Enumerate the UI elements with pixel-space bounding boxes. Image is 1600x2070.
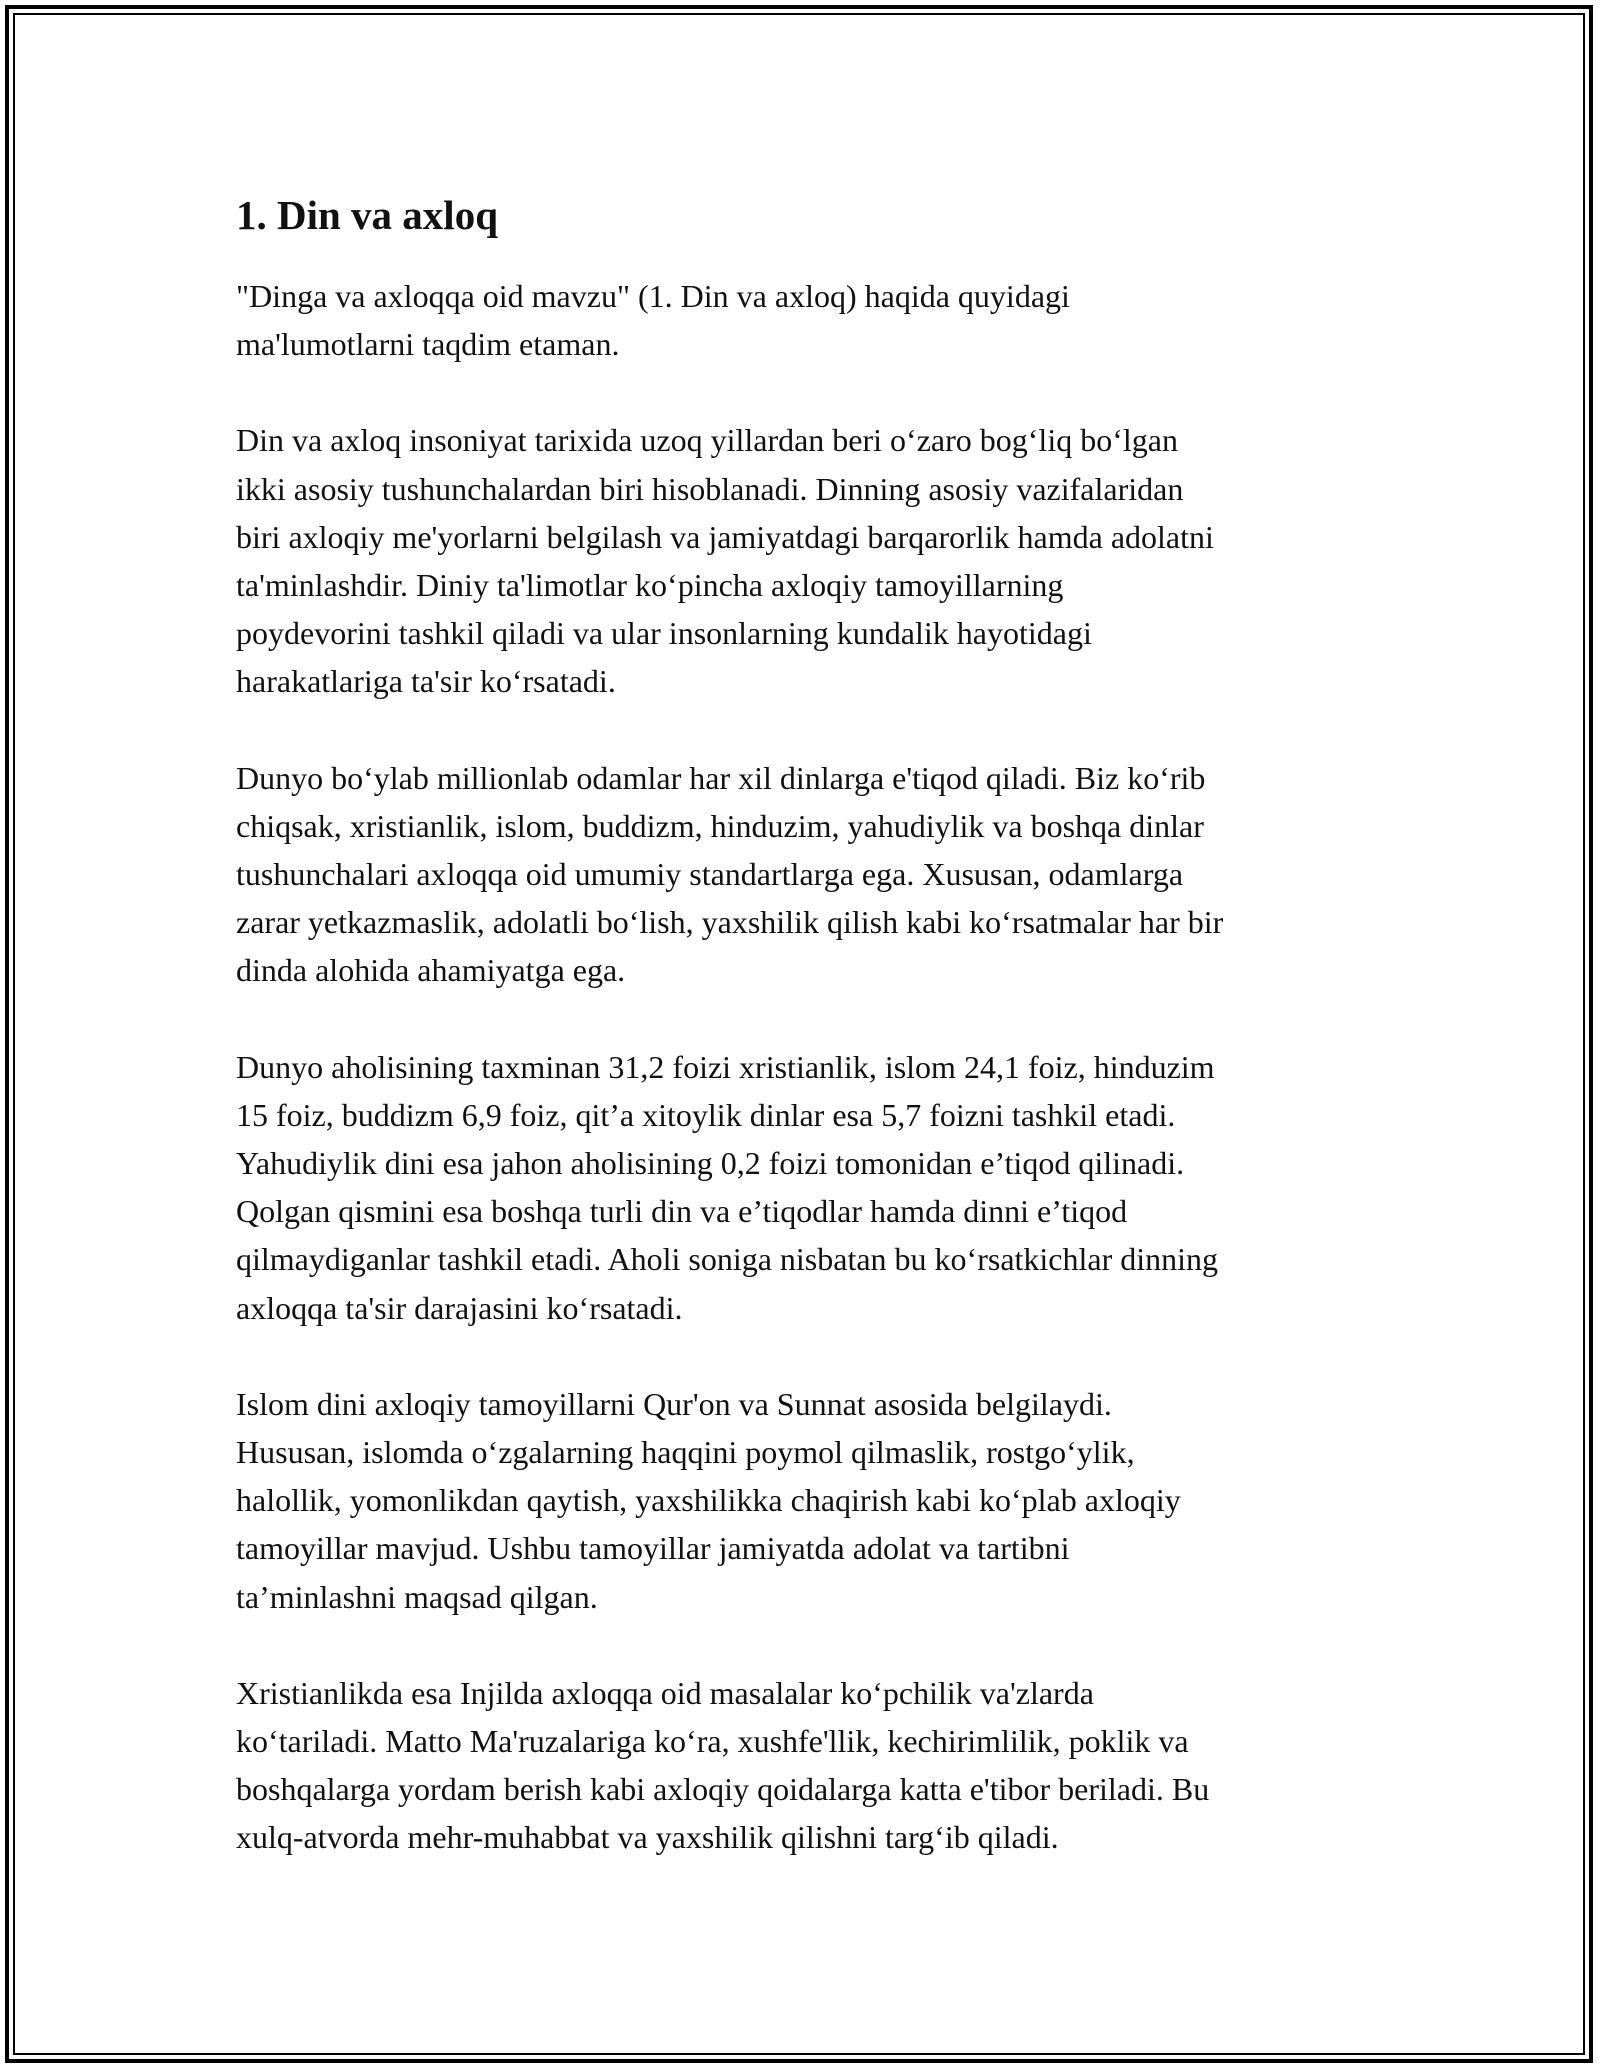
paragraph-intro: "Dinga va axloqqa oid mavzu" (1. Din va axloq) haqida quyidagi ma'lumotlarni taqdim etaman. (236, 278, 1070, 363)
section-heading: 1. Din va axloq (236, 192, 498, 238)
paragraph-world-religions: Dunyo bo‘ylab millionlab odamlar har xil dinlarga e'tiqod qiladi. Biz ko‘rib chiqsak, xristianlik, islom, buddizm, hinduzim, yahudiylik va boshqa dinlar tushunchalari axloqqa oid umumiy standartlarga ega. Xususan, odamlarga zarar yetkazmaslik, adolatli bo‘lish, yaxshilik qilish kabi ko‘rsatmalar har bir dinda alohida ahamiyatga ega. (236, 759, 1224, 989)
document-body (236, 186, 1386, 1910)
paragraph-religion-ethics: Din va axloq insoniyat tarixida uzoq yillardan beri o‘zaro bog‘liq bo‘lgan ikki asosiy tushunchalardan biri hisoblanadi. Dinning asosiy vazifalaridan biri axloqiy me'yorlarni belgilash va jamiyatdagi barqarorlik hamda adolatni ta'minlashdir. Diniy ta'limotlar ko‘pincha axloqiy tamoyillarning poydevorini tashkil qiladi va ular insonlarning kundalik hayotidagi harakatlariga ta'sir ko‘rsatadi. (236, 422, 1214, 700)
paragraph-population-stats: Dunyo aholisining taxminan 31,2 foizi xristianlik, islom 24,1 foiz, hinduzim 15 foiz, buddizm 6,9 foiz, qit’a xitoylik dinlar esa 5,7 foizni tashkil etadi. Yahudiylik dini esa jahon aholisining 0,2 foizi tomonidan e’tiqod qilinadi. Qolgan qismini esa boshqa turli din va e’tiqodlar hamda dinni e’tiqod qilmaydiganlar tashkil etadi. Aholi soniga nisbatan bu ko‘rsatkichlar dinning axloqqa ta'sir darajasini ko‘rsatadi. (236, 1048, 1219, 1326)
paragraph-christianity: Xristianlikda esa Injilda axloqqa oid masalalar ko‘pchilik va'zlarda ko‘tariladi. Matto Ma'ruzalariga ko‘ra, xushfe'llik, kechirimlilik, poklik va boshqalarga yordam berish kabi axloqiy qoidalarga katta e'tibor beriladi. Bu xulq-atvorda mehr-muhabbat va yaxshilik qilishni targ‘ib qiladi. (236, 1674, 1210, 1856)
paragraph-islam: Islom dini axloqiy tamoyillarni Qur'on va Sunnat asosida belgilaydi. Hususan, islomda o‘zgalarning haqqini poymol qilmaslik, rostgo‘ylik, halollik, yomonlikdan qaytish, yaxshilikka chaqirish kabi ko‘plab axloqiy tamoyillar mavjud. Ushbu tamoyillar jamiyatda adolat va tartibni ta’minlashni maqsad qilgan. (236, 1385, 1181, 1615)
